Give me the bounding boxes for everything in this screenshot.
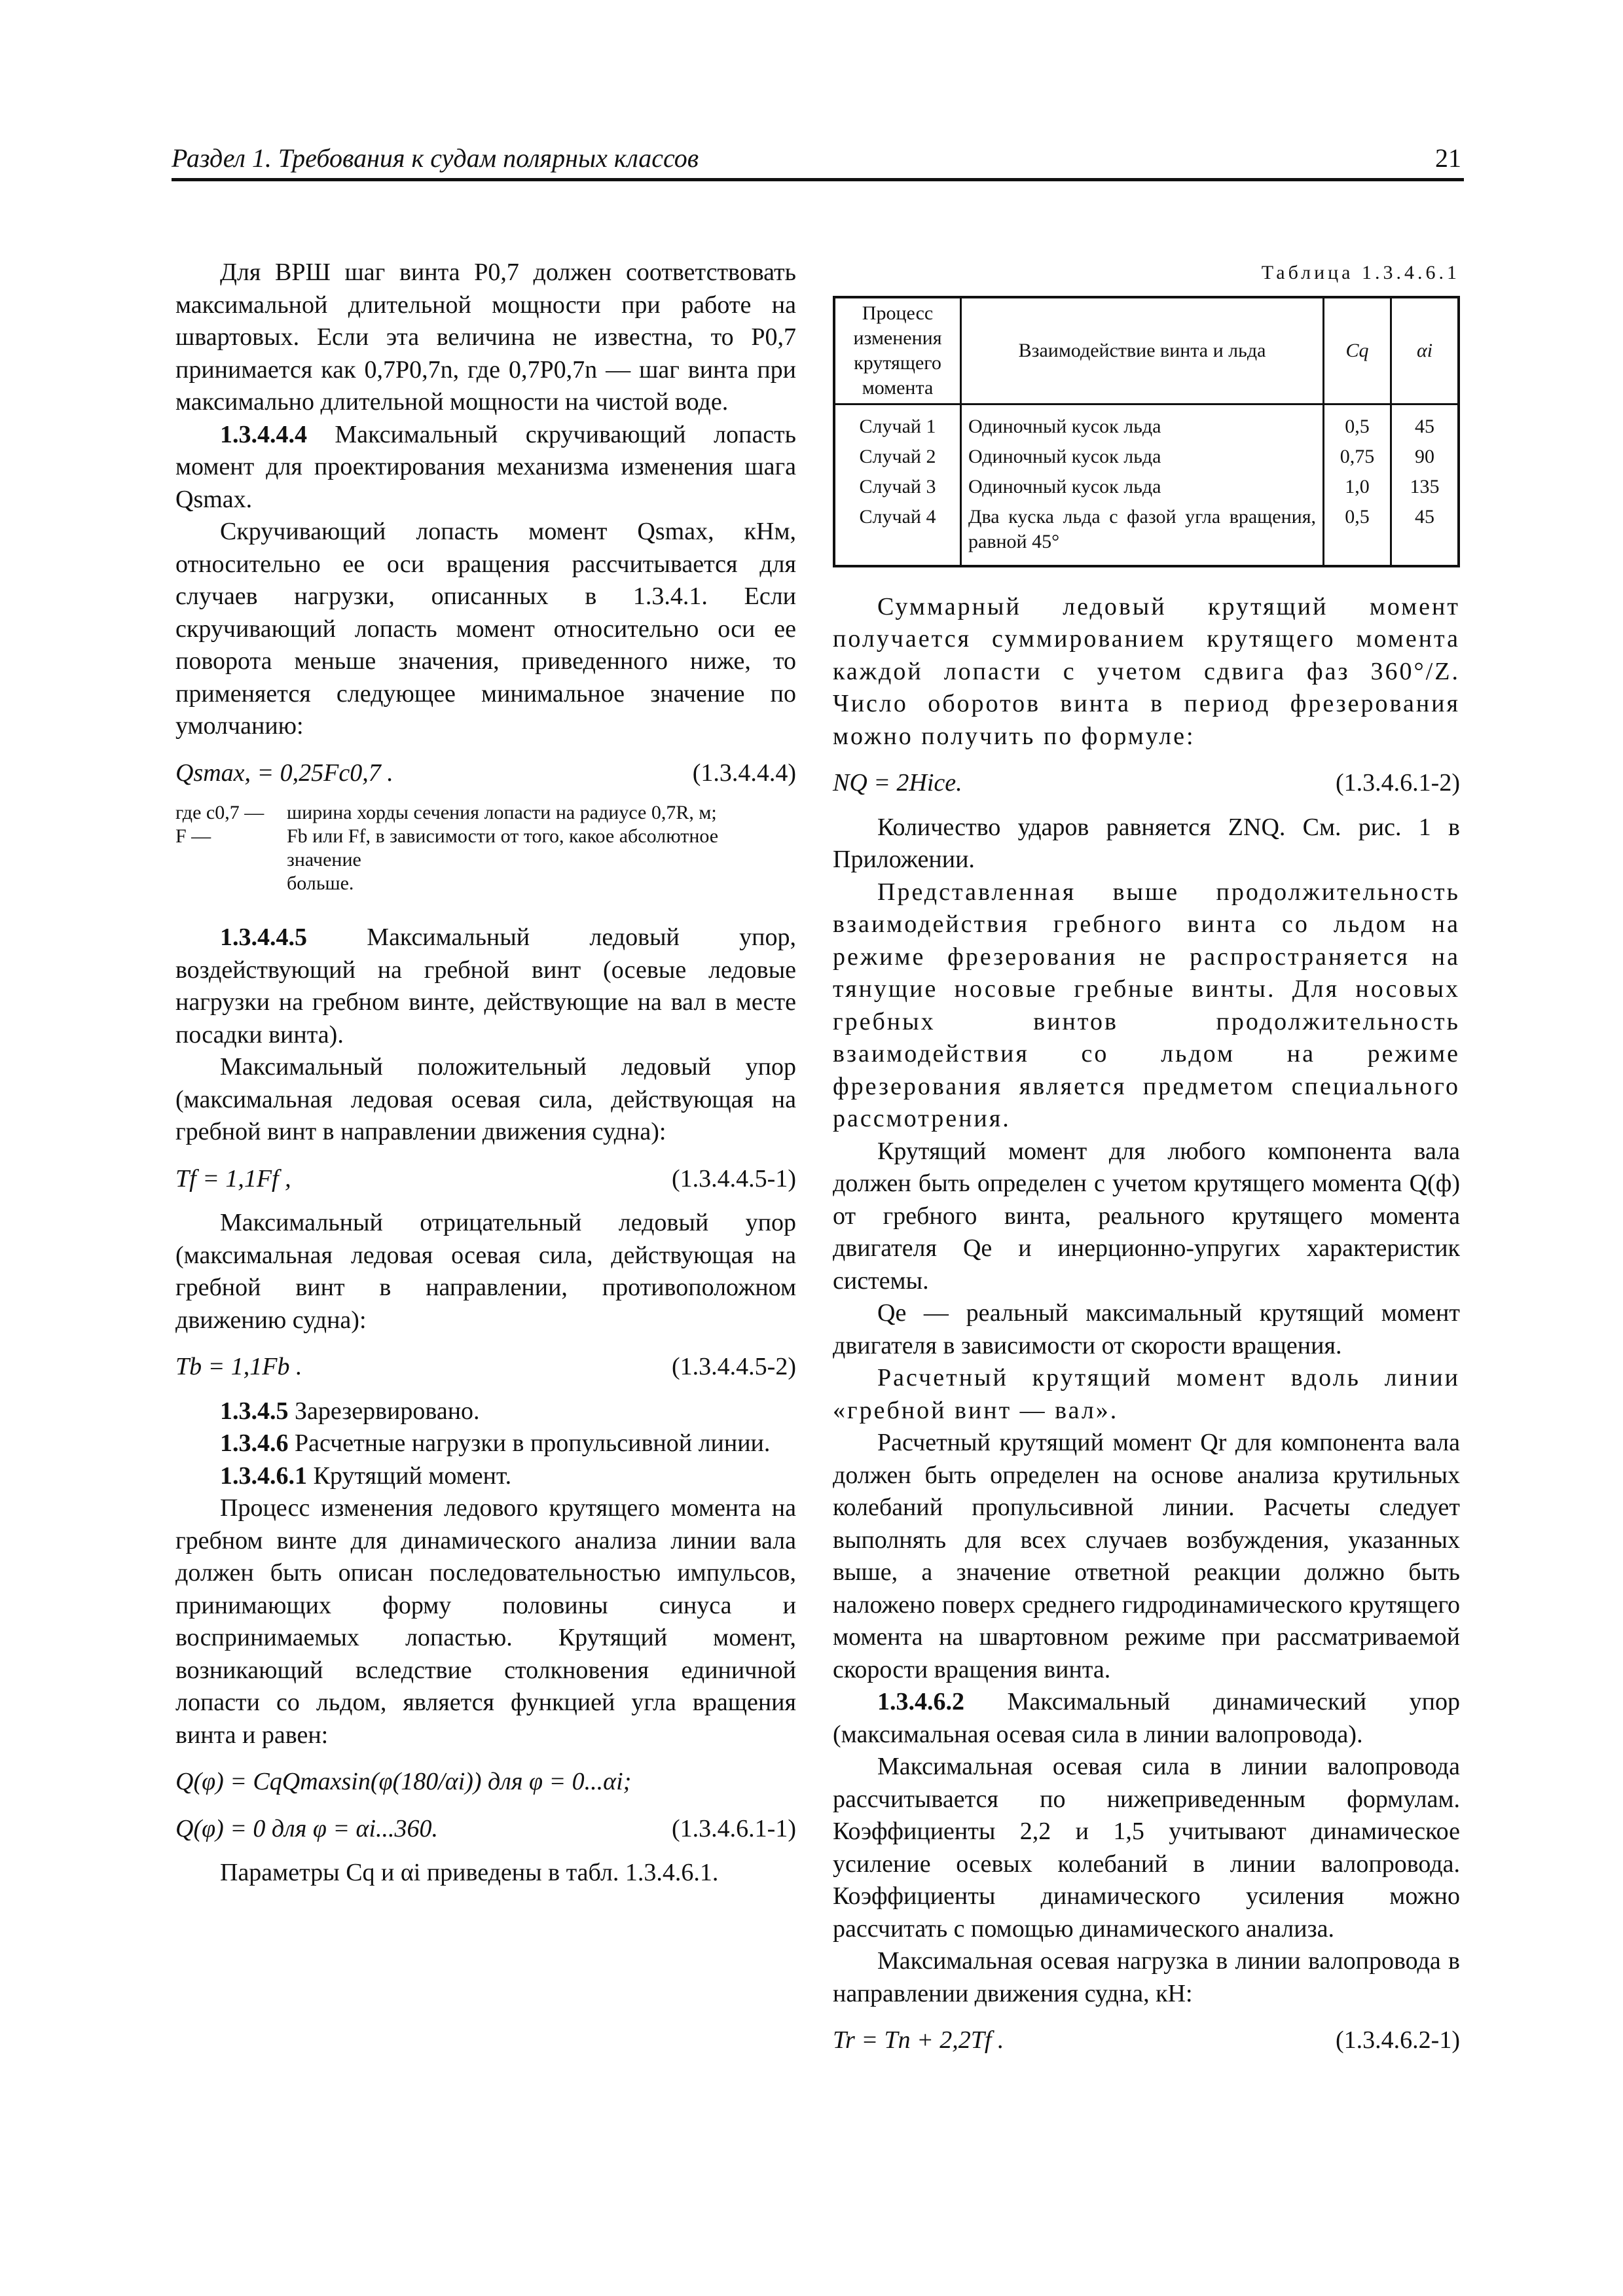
section-text: Максимальный скручивающий лопасть момент для проектирования механизма изменения шага Qsmax. [175,420,796,513]
paragraph: Скручивающий лопасть момент Qsmax, кНм, относительно ее оси вращения рассчитывается для случаев нагрузки, описанных в 1.3.4.1. Если скручивающий лопасть момент относительно оси ее поворота меньше значения, приведенного ниже, то применяется следующее минимальное значение по умолчанию: [175,518,796,740]
formula [833,767,1460,800]
section-text: Максимальный динамический упор (максимальная осевая сила в линии валопровода). [833,1688,1460,1748]
paragraph: Максимальный положительный ледовый упор (максимальная ледовая осевая сила, действующая на гребной винт в направлении движения судна): [175,1053,796,1145]
table-header-cell: Cq [1324,297,1391,404]
section-paragraph [175,1460,796,1493]
table-cell: Одиночный кусок льда [961,404,1324,442]
section-text: Максимальный ледовый упор, воздействующий на гребной винт (осевые ледовые нагрузки на гребном винте, действующие на вал в месте посадки винта). [175,924,796,1049]
table-row [834,442,1459,472]
formula-expression: Tr = Tn + 2,2Tf . [833,2026,1004,2054]
table-header-cell: Взаимодействие винта и льда [961,297,1324,404]
table-header-cell: Процесс изменения крутящего момента [834,297,961,404]
section-text: Расчетные нагрузки в пропульсивной линии. [288,1429,771,1457]
table-cell: 0,5 [1324,502,1391,566]
page-header [172,139,1464,181]
formula-number: (1.3.4.6.1-2) [1336,769,1460,797]
table-cell: Два куска льда с фазой угла вращения, равной 45° [961,502,1324,566]
section-paragraph [175,1427,796,1460]
table-cell: Случай 2 [834,442,961,472]
formula [175,757,796,790]
section-number: 1.3.4.6 [220,1429,289,1457]
paragraph: Максимальная осевая нагрузка в линии валопровода в направлении движения судна, кН: [833,1947,1460,2007]
formula [175,1163,796,1196]
legend-description: ширина хорды сечения лопасти на радиусе 0,7R, м; [287,802,717,823]
table-row [834,502,1459,566]
table-row [834,404,1459,442]
table-cell: 90 [1391,442,1459,472]
formula-number: (1.3.4.4.4) [692,759,796,787]
formula-expression: NQ = 2Hice. [833,769,962,797]
formula-expression: Q(φ) = 0 для φ = αi...360. [175,1814,439,1842]
legend-symbol: F — [175,825,211,847]
section-number: 1.3.4.4.5 [220,924,307,951]
legend-description: Fb или Ff, в зависимости от того, какое абсолютное значение [287,825,719,870]
paragraph: Максимальная осевая сила в линии валопровода рассчитывается по нижеприведенным формулам. Коэффициенты 2,2 и 1,5 учитывают динамическое усиление осевых колебаний в линии валопровода. Коэффициенты динамического усиления можно рассчитать с помощью динамического анализа. [833,1753,1460,1943]
table-caption: Таблица 1.3.4.6.1 [1261,262,1460,283]
left-column [175,257,796,1890]
paragraph: Параметры Cq и αi приведены в табл. 1.3.4.6.1. [220,1859,719,1886]
table-cell: 45 [1391,404,1459,442]
table-cell: Одиночный кусок льда [961,472,1324,502]
formula-legend [175,801,796,895]
paragraph: Максимальный отрицательный ледовый упор (максимальная ледовая осевая сила, действующая на гребной винт в направлении, противоположном движению судна): [175,1209,796,1334]
table-cell: Случай 1 [834,404,961,442]
paragraph: Расчетный крутящий момент Qr для компонента вала должен быть определен на основе анализа крутильных колебаний пропульсивной линии. Расчеты следует выполнять для всех случаев возбуждения, указанных выше, а значение ответной реакции должно быть наложено поверх среднего гидродинамического крутящего момента на швартовном режиме при рассматриваемой скорости вращения винта. [833,1429,1460,1683]
page-number: 21 [1435,143,1461,173]
section-number: 1.3.4.6.2 [877,1688,964,1715]
paragraph: Количество ударов равняется ZNQ. См. рис. 1 в Приложении. [833,813,1460,873]
section-number: 1.3.4.6.1 [220,1462,307,1490]
legend-continuation: больше. [287,872,354,894]
legend-symbol: где c0,7 — [175,802,264,823]
right-column [833,257,1460,2069]
formula-expression: Tb = 1,1Fb . [175,1353,302,1380]
formula-number: (1.3.4.6.2-1) [1336,2026,1460,2054]
paragraph: Qe — реальный максимальный крутящий момент двигателя в зависимости от скорости вращения. [833,1299,1460,1359]
formula [833,2024,1460,2057]
table-row [834,472,1459,502]
section-text: Зарезервировано. [288,1397,480,1425]
table-cell: 0,5 [1324,404,1391,442]
paragraph: Расчетный крутящий момент вдоль линии «гребной винт — вал». [833,1364,1460,1424]
formula-number: (1.3.4.6.1-1) [672,1814,796,1842]
paragraph: Для ВРШ шаг винта P0,7 должен соответствовать максимальной длительной мощности при работе на швартовых. Если эта величина не известна, то P0,7 принимается как 0,7P0,7n, где 0,7P0,7n — шаг винта при максимально длительной мощности на чистой воде. [175,259,796,416]
formula [175,1766,796,1799]
table-cell: 1,0 [1324,472,1391,502]
section-paragraph [175,1395,796,1428]
section-number: 1.3.4.4.4 [220,420,307,448]
formula-number: (1.3.4.4.5-1) [672,1164,796,1193]
section-paragraph [175,922,796,1051]
paragraph: Процесс изменения ледового крутящего момента на гребном винте для динамического анализа линии вала должен быть описан последовательностью импульсов, принимающих форму половины синуса и воспринимаемых лопастью. Крутящий момент, возникающий вследствие столкновения единичной лопасти со льдом, является функцией угла вращения винта и равен: [175,1494,796,1749]
formula-number: (1.3.4.4.5-2) [672,1353,796,1380]
table-cell: Одиночный кусок льда [961,442,1324,472]
table-header-cell: αi [1391,297,1459,404]
formula-expression: Q(φ) = CqQmaxsin(φ(180/αi)) для φ = 0...αi; [175,1768,632,1795]
formula-expression: Qsmax, = 0,25Fc0,7 . [175,759,393,787]
formula-expression: Tf = 1,1Ff , [175,1164,291,1193]
table-cell: Случай 3 [834,472,961,502]
section-number: 1.3.4.5 [220,1397,289,1425]
paragraph: Крутящий момент для любого компонента вала должен быть определен с учетом крутящего момента Q(ф) от гребного винта, реального крутящего момента двигателя Qe и инерционно-упругих характеристик системы. [833,1137,1460,1295]
table-cell: Случай 4 [834,502,961,566]
formula [175,1813,796,1846]
running-title: Раздел 1. Требования к судам полярных классов [172,143,699,173]
paragraph: Суммарный ледовый крутящий момент получается суммированием крутящего момента каждой лопасти с учетом сдвига фаз 360°/Z. Число оборотов винта в период фрезерования можно получить по формуле: [833,592,1460,750]
table-cell: 135 [1391,472,1459,502]
table-cell: 45 [1391,502,1459,566]
section-text: Крутящий момент. [307,1462,512,1490]
table-cell: 0,75 [1324,442,1391,472]
formula [175,1351,796,1384]
paragraph: Представленная выше продолжительность взаимодействия гребного винта со льдом на режиме фрезерования не распространяется на тянущие носовые гребные винты. Для носовых гребных винтов продолжительность взаимодействия со льдом на режиме фрезерования является предметом специального рассмотрения. [833,878,1460,1132]
section-paragraph [833,1686,1460,1751]
data-table [833,296,1460,567]
section-paragraph [175,419,796,516]
